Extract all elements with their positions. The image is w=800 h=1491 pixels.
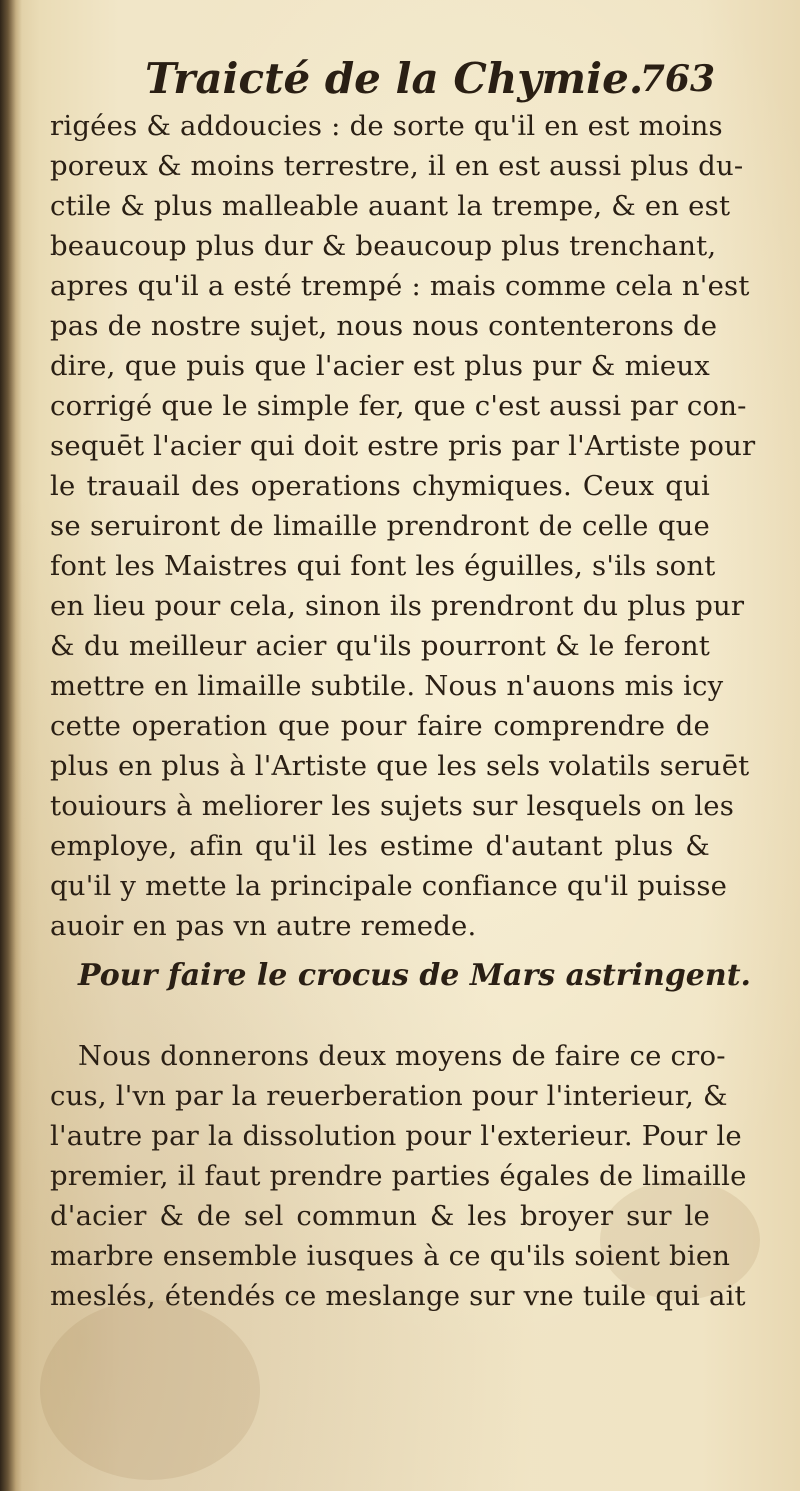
text-line: corrigé que le simple fer, que c'est aussi par con-: [50, 390, 747, 422]
binding-shadow: [0, 0, 22, 1491]
text-line: cus, l'vn par la reuerberation pour l'interieur, &: [50, 1080, 728, 1112]
paragraph-2: [50, 1036, 747, 1316]
text-line: l'autre par la dissolution pour l'exterieur. Pour le: [50, 1120, 742, 1152]
text-line: meslés, étendés ce meslange sur vne tuile qui ait: [50, 1280, 746, 1312]
text-line: sequēt l'acier qui doit estre pris par l'Artiste pour: [50, 430, 756, 462]
text-line: qu'il y mette la principale confiance qu'il puisse: [50, 870, 728, 902]
text-line: pas de nostre sujet, nous nous contenterons de: [50, 310, 718, 342]
text-line: plus en plus à l'Artiste que les sels volatils seruēt: [50, 750, 750, 782]
text-line: beaucoup plus dur & beaucoup plus trenchant,: [50, 230, 717, 262]
text-line: cette operation que pour faire comprendre de: [50, 710, 710, 742]
text-line: employe, afin qu'il les estime d'autant plus &: [50, 830, 710, 862]
page-number: 763: [639, 58, 715, 100]
text-line: marbre ensemble iusques à ce qu'ils soient bien: [50, 1240, 731, 1272]
text-line: en lieu pour cela, sinon ils prendront du plus pur: [50, 590, 745, 622]
paragraph-1: [50, 106, 756, 946]
text-line: poreux & moins terrestre, il en est aussi plus du-: [50, 150, 744, 182]
text-line: font les Maistres qui font les éguilles, s'ils sont: [50, 550, 716, 582]
section-heading: Pour faire le crocus de Mars astringent.: [78, 958, 751, 993]
paper-stain: [40, 1300, 260, 1480]
text-line: se seruiront de limaille prendront de celle que: [50, 510, 710, 542]
text-line: le trauail des operations chymiques. Ceux qui: [50, 470, 710, 502]
text-line: dire, que puis que l'acier est plus pur & mieux: [50, 350, 710, 382]
text-line: auoir en pas vn autre remede.: [50, 910, 477, 942]
text-line: Nous donnerons deux moyens de faire ce cro-: [78, 1040, 726, 1072]
text-line: rigées & addoucies : de sorte qu'il en est moins: [50, 110, 723, 142]
text-line: premier, il faut prendre parties égales de limaille: [50, 1160, 747, 1192]
page-header: [55, 50, 715, 106]
text-line: touiours à meliorer les sujets sur lesquels on les: [50, 790, 735, 822]
text-line: apres qu'il a esté trempé : mais comme cela n'est: [50, 270, 750, 302]
text-line: mettre en limaille subtile. Nous n'auons mis icy: [50, 670, 724, 702]
text-line: ctile & plus malleable auant la trempe, & en est: [50, 190, 731, 222]
running-title: Traicté de la Chymie.: [145, 54, 644, 103]
text-line: d'acier & de sel commun & les broyer sur le: [50, 1200, 710, 1232]
text-line: & du meilleur acier qu'ils pourront & le feront: [50, 630, 710, 662]
